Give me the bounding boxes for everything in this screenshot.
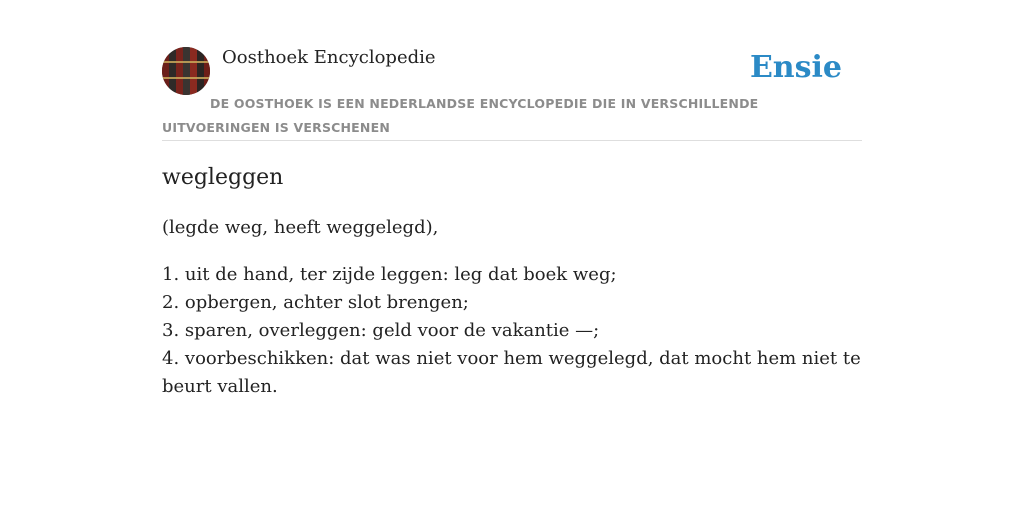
sense-item: 4. voorbeschikken: dat was niet voor hem weggelegd, dat mocht hem niet te beurt vallen. [162,348,861,397]
entry-content [162,162,862,419]
sense-item: 1. uit de hand, ter zijde leggen: leg dat boek weg; [162,264,617,285]
entry-forms: (legde weg, heeft weggelegd), [162,217,439,238]
entry-headword: wegleggen [162,165,284,190]
book-spines-avatar-icon[interactable] [162,47,210,95]
header [162,46,862,141]
source-name-link[interactable]: Oosthoek Encyclopedie [222,47,436,68]
sense-list [162,261,862,401]
ensie-logo-link[interactable]: Ensie [749,50,842,85]
source-tagline: DE OOSTHOEK IS EEN NEDERLANDSE ENCYCLOPEDIE DIE IN VERSCHILLENDE UITVOERINGEN IS VERSCHENEN [162,96,759,135]
sense-item: 2. opbergen, achter slot brengen; [162,292,469,313]
sense-item: 3. sparen, overleggen: geld voor de vakantie —; [162,320,600,341]
